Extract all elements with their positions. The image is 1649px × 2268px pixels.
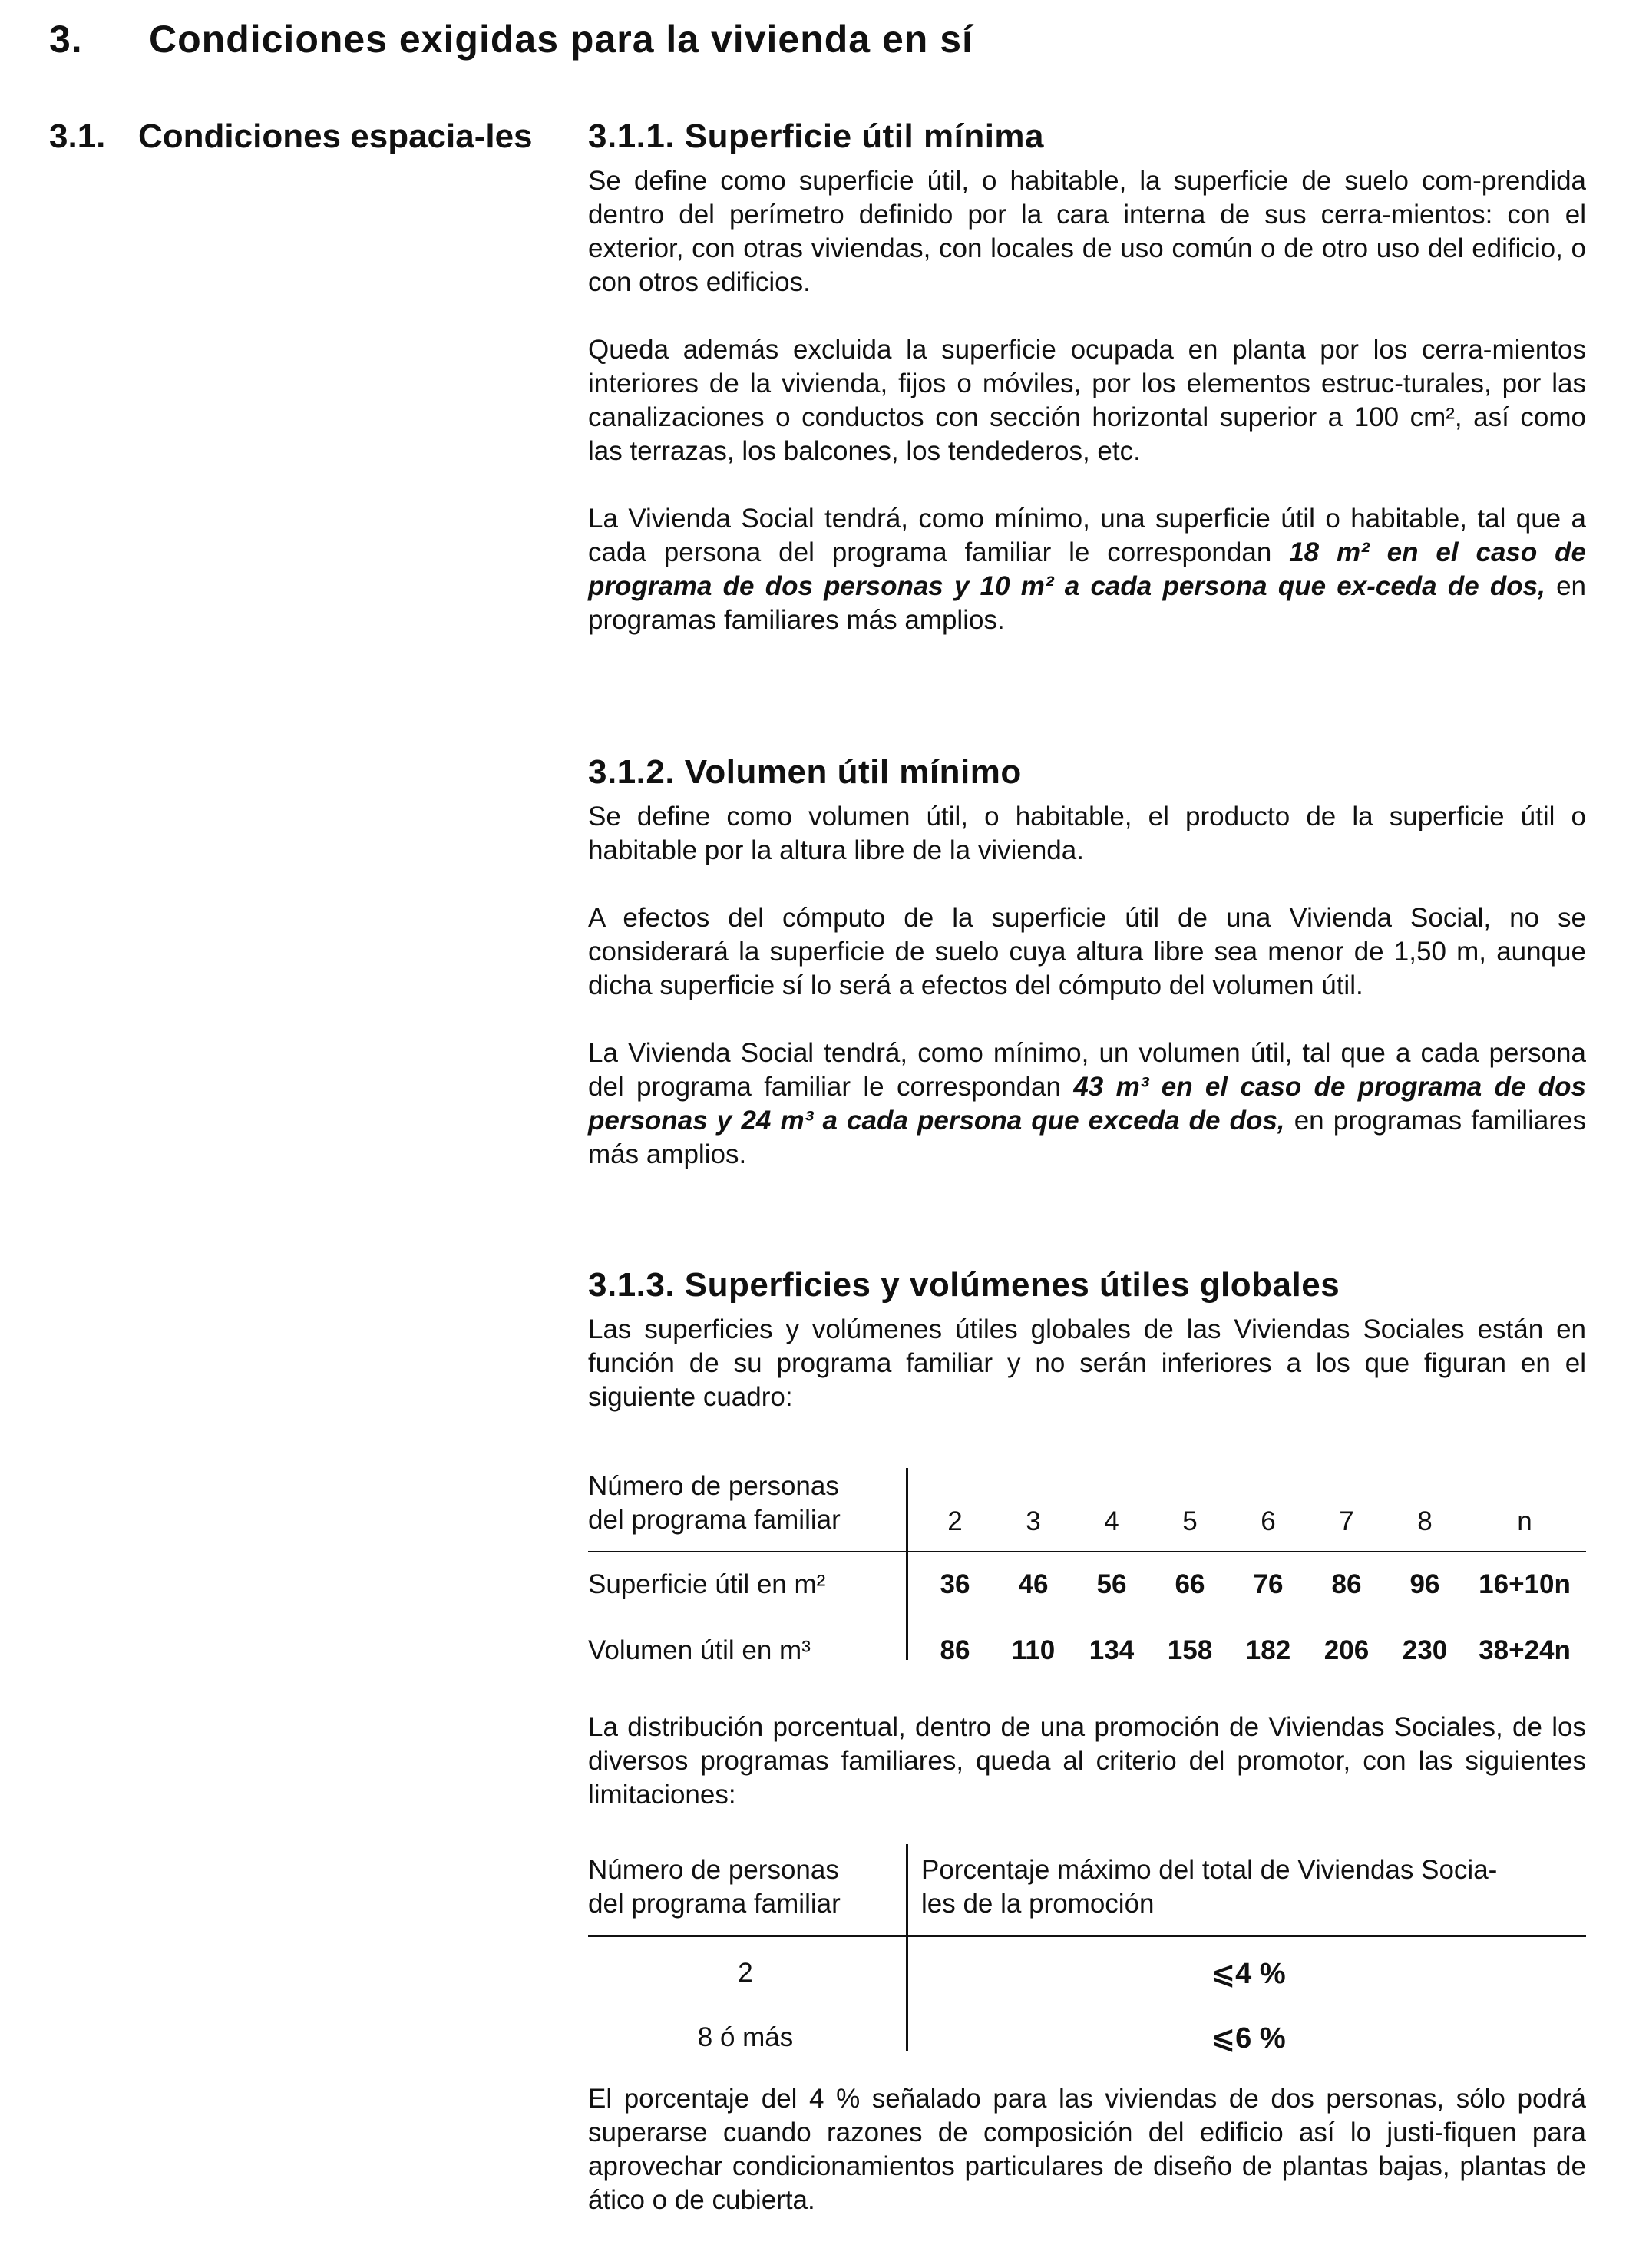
chapter-number: 3. bbox=[49, 18, 83, 61]
paragraph bbox=[588, 1036, 1586, 1172]
table-col-header: 6 bbox=[1261, 1506, 1276, 1536]
subsection-title: 3.1.2. Volumen útil mínimo bbox=[588, 753, 1022, 791]
table-header-line: del programa familiar bbox=[588, 1505, 841, 1535]
table-col-header: n bbox=[1517, 1506, 1532, 1536]
table-divider bbox=[906, 1844, 908, 2051]
table-header-line: Porcentaje máximo del total de Viviendas Socia- bbox=[921, 1855, 1498, 1885]
table-cell: 182 bbox=[1245, 1635, 1291, 1665]
paragraph bbox=[588, 502, 1586, 637]
table-cell: 86 bbox=[940, 1635, 970, 1665]
section-title: Condiciones espacia-les bbox=[138, 117, 533, 155]
subsection-title: 3.1.3. Superficies y volúmenes útiles globales bbox=[588, 1266, 1340, 1304]
table-cell: 66 bbox=[1175, 1569, 1205, 1599]
paragraph: La distribución porcentual, dentro de una promoción de Viviendas Sociales, de los diversos programas familiares, queda al criterio del promotor, con las siguientes limitaciones: bbox=[588, 1712, 1586, 1810]
table-col-header: 5 bbox=[1182, 1506, 1198, 1536]
table-cell: 16+10n bbox=[1479, 1569, 1571, 1599]
table-col-header: 3 bbox=[1026, 1506, 1041, 1536]
subsection-312 bbox=[588, 752, 1586, 1172]
table-header-line: Número de personas bbox=[588, 1855, 839, 1885]
table-cell: ⩽4 % bbox=[1211, 1958, 1286, 1990]
table-cell: 86 bbox=[1331, 1569, 1362, 1599]
table-cell: 206 bbox=[1323, 1635, 1370, 1665]
table-cell: 38+24n bbox=[1479, 1635, 1571, 1665]
paragraph: Se define como superficie útil, o habitable, la superficie de suelo com-prendida dentro del perímetro definido por la cara interna de sus cerra-mientos: con el exterior, con otras viviendas, con locales de uso común o de otro uso del edificio, o con otros edificios. bbox=[588, 166, 1586, 297]
table-row-label: Volumen útil en m³ bbox=[588, 1635, 811, 1665]
text: en programas familiares más amplios. bbox=[588, 571, 1587, 635]
paragraph: El porcentaje del 4 % señalado para las viviendas de dos personas, sólo podrá superarse cuando razones de composición del edificio así lo justi-fiquen para aprovechar condicionamientos particulares de diseño de plantas bajas, plantas de ático o de cubierta. bbox=[588, 2084, 1586, 2215]
table-header-line: les de la promoción bbox=[921, 1889, 1155, 1919]
table-cell: 8 ó más bbox=[697, 2022, 794, 2052]
text: en programas familiares más amplios. bbox=[588, 1106, 1586, 1169]
table-cell: 158 bbox=[1167, 1635, 1213, 1665]
section-number: 3.1. bbox=[49, 117, 106, 155]
table-cell: 76 bbox=[1253, 1569, 1284, 1599]
table-cell: 46 bbox=[1018, 1569, 1049, 1599]
chapter-title bbox=[49, 17, 973, 61]
table-cell: 96 bbox=[1409, 1569, 1440, 1599]
table-row-label: Superficie útil en m² bbox=[588, 1569, 826, 1599]
subsection-title: 3.1.1. Superficie útil mínima bbox=[588, 117, 1045, 155]
emphasis: 43 m³ en el caso de programa de dos personas y 24 m³ a cada persona que exceda de dos, bbox=[588, 1072, 1587, 1136]
table-col-header: 4 bbox=[1104, 1506, 1119, 1536]
table-col-header: 2 bbox=[947, 1506, 963, 1536]
table-divider bbox=[906, 1468, 908, 1660]
table-rule bbox=[588, 1551, 1586, 1552]
paragraph: Queda además excluida la superficie ocupada en planta por los cerra-mientos interiores de la vivienda, fijos o móviles, por los elementos estruc-turales, por las canalizaciones o conductos con sección horizontal superior a 100 cm², así como las terrazas, los balcones, los tendederos, etc. bbox=[588, 335, 1586, 466]
table-header-line: del programa familiar bbox=[588, 1889, 841, 1919]
table-cell: 110 bbox=[1011, 1635, 1056, 1665]
table-header-label bbox=[588, 1470, 895, 1537]
paragraph: Se define como volumen útil, o habitable, el producto de la superficie útil o habitable por la altura libre de la vivienda. bbox=[588, 802, 1586, 865]
emphasis: 18 m² en el caso de programa de dos personas y 10 m² a cada persona que ex-ceda de dos, bbox=[588, 537, 1587, 601]
chapter-title-text: Condiciones exigidas para la vivienda en sí bbox=[149, 18, 973, 61]
table-cell: 134 bbox=[1089, 1635, 1135, 1665]
table-cell: 56 bbox=[1096, 1569, 1127, 1599]
subsection-311 bbox=[588, 117, 1586, 637]
table-cell: 230 bbox=[1402, 1635, 1448, 1665]
table-cell: 2 bbox=[738, 1958, 753, 1988]
subsection-313 bbox=[588, 1265, 1586, 1414]
paragraph: A efectos del cómputo de la superficie útil de una Vivienda Social, no se considerará la superficie de suelo cuya altura libre sea menor de 1,50 m, aunque dicha superficie sí lo será a efectos del cómputo del volumen útil. bbox=[588, 903, 1586, 1000]
paragraph: Las superficies y volúmenes útiles globales de las Viviendas Sociales están en función de su programa familiar y no serán inferiores a los que figuran en el siguiente cuadro: bbox=[588, 1314, 1586, 1412]
table-header-right bbox=[921, 1853, 1581, 1921]
table-col-header: 8 bbox=[1417, 1506, 1433, 1536]
text: La Vivienda Social tendrá, como mínimo, un volumen útil, tal que a cada persona del programa familiar le correspondan bbox=[588, 1038, 1586, 1102]
table-header-line: Número de personas bbox=[588, 1471, 839, 1501]
text: La Vivienda Social tendrá, como mínimo, una superficie útil o habitable, tal que a cada persona del programa familiar le correspondan bbox=[588, 504, 1586, 567]
table-header-left bbox=[588, 1853, 895, 1921]
table-cell: 36 bbox=[940, 1569, 970, 1599]
table-col-header: 7 bbox=[1339, 1506, 1354, 1536]
table-rule bbox=[588, 1935, 1586, 1937]
table-cell: ⩽6 % bbox=[1211, 2022, 1286, 2055]
distribution-text bbox=[588, 1711, 1586, 1812]
closing-text bbox=[588, 2082, 1586, 2217]
